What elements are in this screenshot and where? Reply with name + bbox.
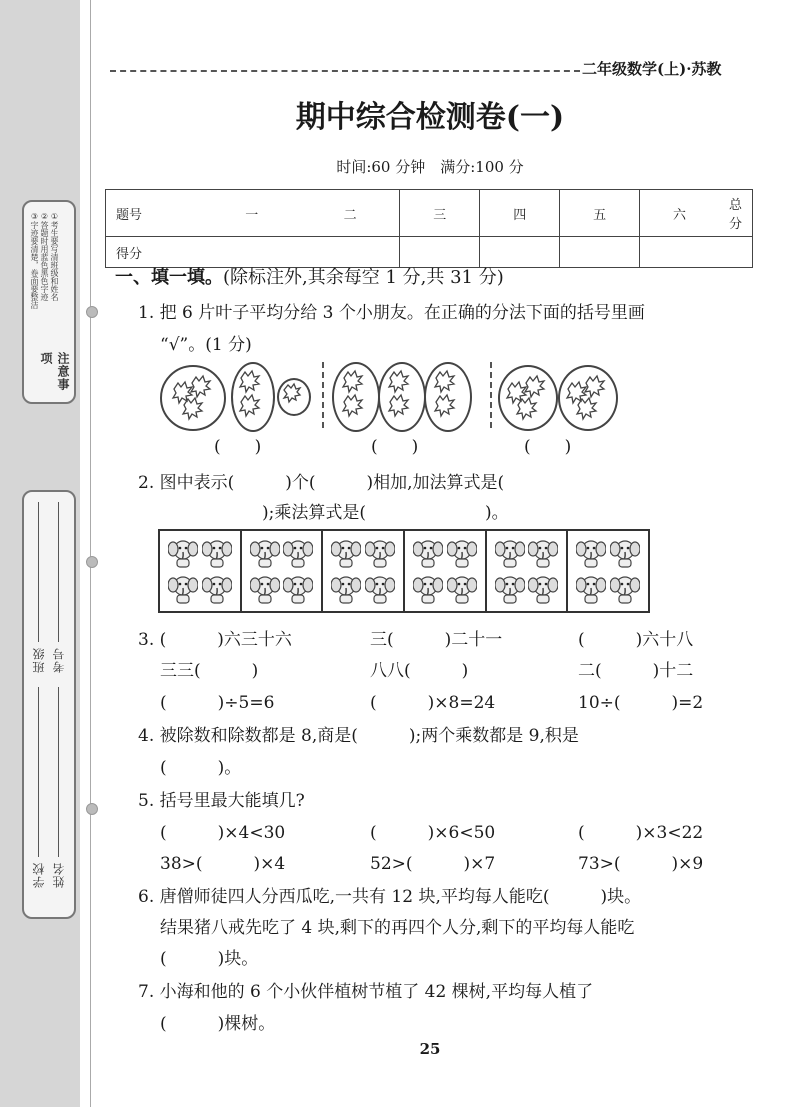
elephant-group	[323, 531, 405, 611]
answer-blank[interactable]: ( )	[524, 437, 572, 457]
elephant-icon	[363, 571, 397, 607]
question-6-line: 6. 唐僧师徒四人分西瓜吃,一共有 12 块,平均每人能吃( )块。	[138, 887, 642, 907]
leaf-icon	[240, 371, 259, 416]
elephant-icon	[527, 571, 561, 607]
question-3-cell: 3. ( )六三十六	[138, 630, 292, 650]
table-row	[106, 190, 753, 237]
question-7-line: 7. 小海和他的 6 个小伙伴植树节植了 42 棵树,平均每人植了	[138, 982, 594, 1002]
leaf-icon	[389, 371, 408, 416]
school-label: 学校	[32, 862, 46, 888]
question-3-cell: ( )÷5=6	[160, 693, 275, 713]
table-cell: 二	[301, 190, 400, 237]
elephant-icon	[527, 535, 561, 571]
elephant-icon	[282, 535, 316, 571]
leaf-icon	[173, 376, 210, 419]
leaf-group	[277, 378, 311, 416]
table-cell: 六	[640, 190, 719, 237]
elephant-icon	[248, 535, 282, 571]
elephant-group	[160, 531, 242, 611]
name-line	[58, 687, 59, 857]
leaf-icon	[343, 371, 362, 416]
question-5-cell: 52>( )×7	[370, 854, 496, 874]
leaf-group	[332, 362, 380, 432]
question-3-cell: ( )六十八	[578, 630, 694, 650]
leaf-group	[558, 365, 618, 431]
question-3-cell: 八八( )	[370, 661, 469, 681]
question-5-cell: ( )×3<22	[578, 823, 704, 843]
exam-no-line	[58, 502, 59, 642]
elephant-icon	[329, 571, 363, 607]
question-5-line: 5. 括号里最大能填几?	[138, 791, 305, 811]
elephant-icon	[166, 535, 200, 571]
question-3-cell: 三三( )	[160, 661, 259, 681]
section-note: (除标注外,其余每空 1 分,共 31 分)	[223, 267, 504, 288]
question-5-cell: ( )×6<50	[370, 823, 496, 843]
table-cell: 一	[202, 190, 300, 237]
school-line	[38, 687, 39, 857]
leaf-group	[231, 362, 275, 432]
question-5-cell: ( )×4<30	[160, 823, 286, 843]
elephant-group	[487, 531, 569, 611]
table-cell: 题号	[106, 190, 203, 237]
binding-hole	[86, 306, 98, 318]
elephant-icon	[608, 535, 642, 571]
table-cell: 四	[480, 190, 560, 237]
table-cell: 总分	[719, 190, 753, 237]
elephant-icon	[608, 571, 642, 607]
notice-line: ②答题时用蓝色黑色字迹	[40, 212, 49, 301]
page-title: 期中综合检测卷(一)	[295, 100, 565, 135]
question-2-line: );乘法算式是( )。	[262, 503, 509, 523]
leaf-group	[424, 362, 472, 432]
elephant-icon	[445, 535, 479, 571]
exam-info: 时间:60 分钟 满分:100 分	[336, 158, 524, 176]
notice-line: ③字迹要清楚，卷面要整洁	[30, 212, 39, 309]
elephant-icon	[574, 571, 608, 607]
class-line	[38, 502, 39, 642]
table-cell: 五	[560, 190, 640, 237]
score-cell[interactable]	[560, 237, 640, 268]
divider	[322, 362, 324, 428]
notice-box	[22, 200, 76, 404]
question-1-line: “√”。(1 分)	[160, 335, 252, 355]
section-heading-label: 一、填一填。	[115, 267, 223, 288]
elephant-icon	[200, 571, 234, 607]
question-4-line: 4. 被除数和除数都是 8,商是( );两个乘数都是 9,积是	[138, 726, 579, 746]
binding-hole	[86, 803, 98, 815]
elephant-icon	[411, 535, 445, 571]
question-3-cell: 二( )十二	[578, 661, 694, 681]
series-label: 二年级数学(上)·苏教	[582, 60, 722, 78]
leaf-icon	[567, 376, 604, 419]
header-rule	[110, 70, 580, 72]
elephant-icon	[166, 571, 200, 607]
question-3-cell: 三( )二十一	[370, 630, 503, 650]
table-cell: 三	[400, 190, 480, 237]
name-label: 姓名	[52, 862, 66, 888]
leaf-group	[160, 365, 226, 431]
section-heading	[115, 263, 504, 289]
question-3-cell: 10÷( )=2	[578, 693, 704, 713]
elephant-icon	[493, 535, 527, 571]
class-label: 班级	[32, 647, 46, 673]
page-number: 25	[419, 1040, 441, 1058]
elephant-icon	[363, 535, 397, 571]
binding-hole	[86, 556, 98, 568]
elephant-group	[405, 531, 487, 611]
question-6-line: 结果猪八戒先吃了 4 块,剩下的再四个人分,剩下的平均每人能吃	[160, 918, 635, 938]
elephant-icon	[282, 571, 316, 607]
question-6-line: ( )块。	[160, 949, 259, 969]
score-cell[interactable]	[640, 237, 719, 268]
table-cell: 得分	[106, 237, 203, 268]
question-5-cell: 73>( )×9	[578, 854, 704, 874]
question-3-cell: ( )×8=24	[370, 693, 496, 713]
question-7-line: ( )棵树。	[160, 1014, 276, 1034]
question-4-line: ( )。	[160, 758, 242, 778]
leaf-icon	[284, 384, 300, 402]
elephant-icon	[445, 571, 479, 607]
notice-line: ①考生要写清班级和姓名	[50, 212, 59, 301]
answer-blank[interactable]: ( )	[214, 437, 262, 457]
leaf-icon	[435, 371, 454, 416]
score-table	[105, 189, 753, 268]
answer-blank[interactable]: ( )	[371, 437, 419, 457]
leaf-group	[378, 362, 426, 432]
notice-title: 注意事项	[39, 352, 70, 391]
student-info-box	[22, 490, 76, 919]
elephant-grid	[158, 529, 650, 613]
elephant-icon	[248, 571, 282, 607]
exam-no-label: 考号	[52, 647, 66, 673]
elephant-icon	[411, 571, 445, 607]
question-2-line: 2. 图中表示( )个( )相加,加法算式是(	[138, 473, 505, 493]
elephant-icon	[329, 535, 363, 571]
elephant-icon	[574, 535, 608, 571]
question-5-cell: 38>( )×4	[160, 854, 286, 874]
elephant-group	[242, 531, 324, 611]
elephant-icon	[493, 571, 527, 607]
elephant-group	[568, 531, 648, 611]
leaf-group	[498, 365, 558, 431]
question-1-line: 1. 把 6 片叶子平均分给 3 个小朋友。在正确的分法下面的括号里画	[138, 303, 645, 323]
leaf-icon	[507, 376, 544, 419]
elephant-icon	[200, 535, 234, 571]
score-cell[interactable]	[719, 237, 753, 268]
divider	[490, 362, 492, 428]
